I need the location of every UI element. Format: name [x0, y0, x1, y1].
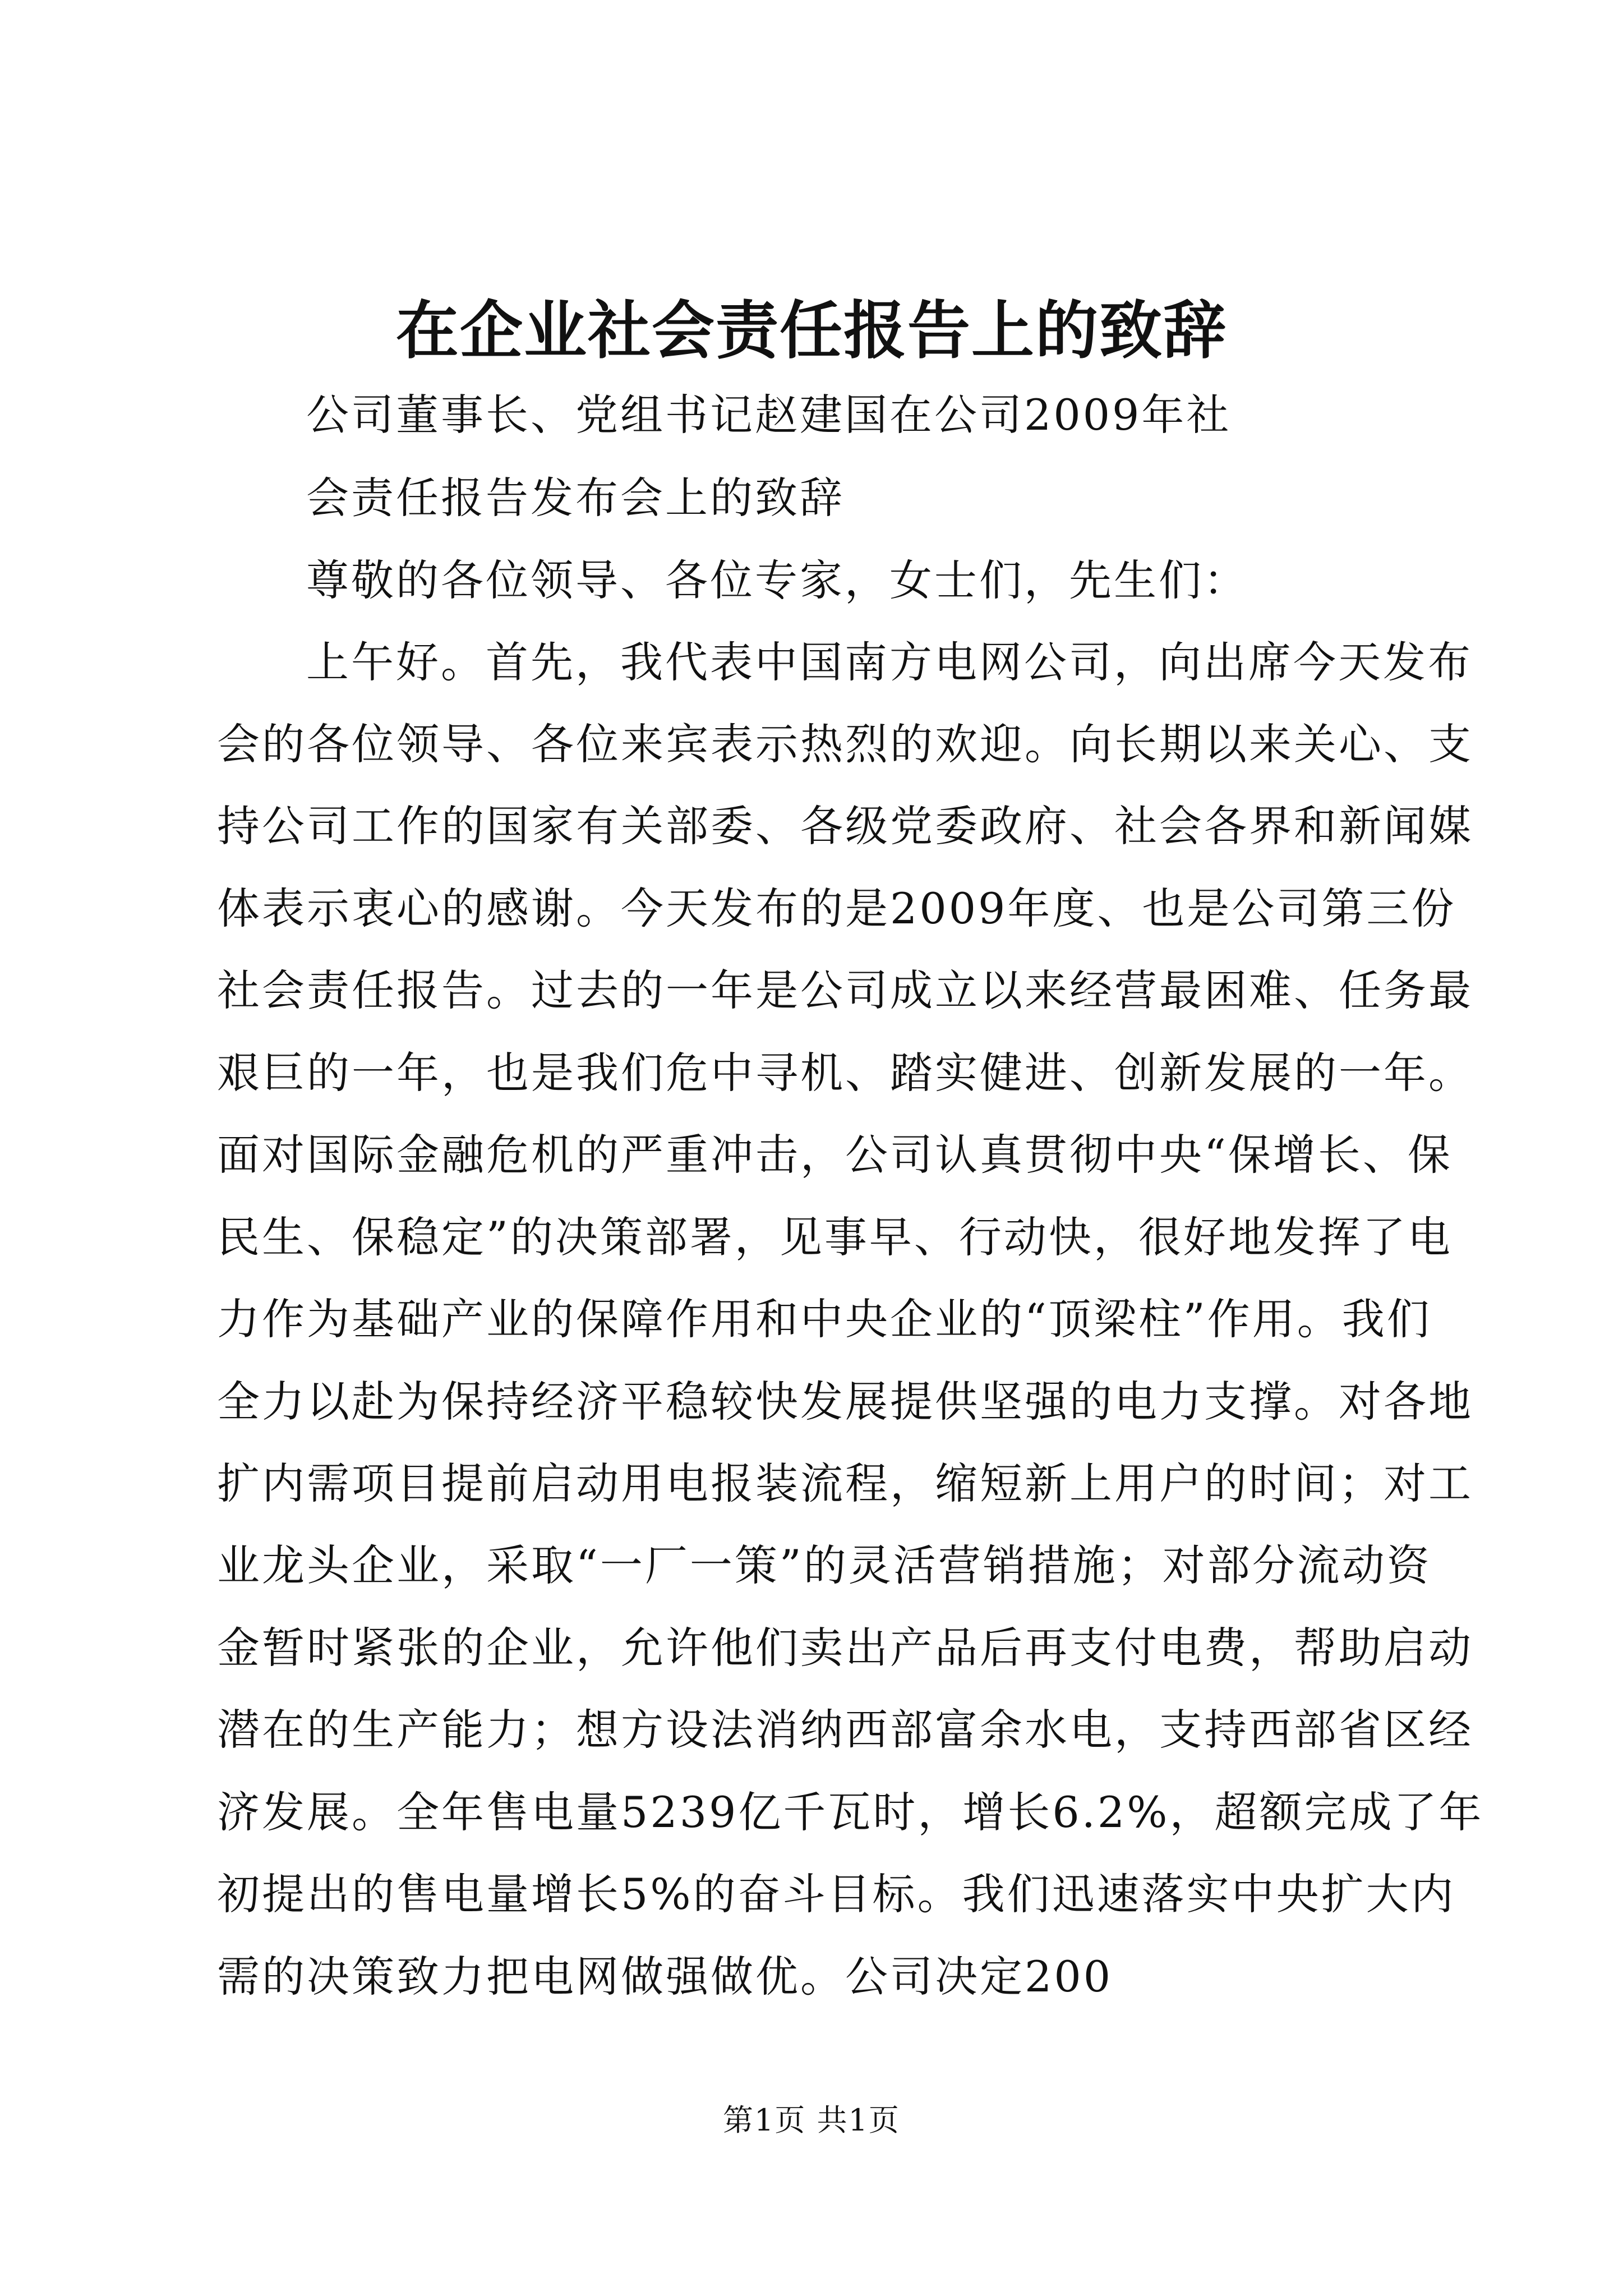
subtitle-line-2: 会责任报告发布会上的致辞	[306, 473, 845, 523]
body-line: 力作为基础产业的保障作用和中央企业的“顶梁柱”作用。我们	[217, 1294, 1432, 1344]
document-title: 在企业社会责任报告上的致辞	[396, 294, 1227, 367]
body-line: 社会责任报告。过去的一年是公司成立以来经营最困难、任务最	[217, 965, 1473, 1015]
body-line: 济发展。全年售电量5239亿千瓦时，增长6.2%，超额完成了年	[217, 1787, 1484, 1837]
body-line: 初提出的售电量增长5%的奋斗目标。我们迅速落实中央扩大内	[217, 1869, 1456, 1919]
body-line: 持公司工作的国家有关部委、各级党委政府、社会各界和新闻媒	[217, 801, 1473, 851]
body-line: 金暂时紧张的企业，允许他们卖出产品后再支付电费，帮助启动	[217, 1623, 1473, 1673]
body-line: 会的各位领导、各位来宾表示热烈的欢迎。向长期以来关心、支	[217, 719, 1473, 769]
page-footer: 第1页 共1页	[723, 2102, 900, 2138]
body-line: 面对国际金融危机的严重冲击，公司认真贯彻中央“保增长、保	[217, 1130, 1453, 1180]
body-line: 艰巨的一年，也是我们危中寻机、踏实健进、创新发展的一年。	[217, 1048, 1473, 1098]
body-line: 扩内需项目提前启动用电报装流程，缩短新上用户的时间；对工	[217, 1458, 1473, 1508]
salutation: 尊敬的各位领导、各位专家，女士们，先生们：	[306, 555, 1248, 605]
body-line: 民生、保稳定”的决策部署，见事早、行动快，很好地发挥了电	[217, 1212, 1453, 1262]
body-line: 潜在的生产能力；想方设法消纳西部富余水电，支持西部省区经	[217, 1705, 1473, 1755]
body-line: 上午好。首先，我代表中国南方电网公司，向出席今天发布	[306, 637, 1473, 687]
body-line: 业龙头企业，采取“一厂一策”的灵活营销措施；对部分流动资	[217, 1540, 1432, 1590]
subtitle-line-1: 公司董事长、党组书记赵建国在公司2009年社	[306, 390, 1232, 440]
body-line: 体表示衷心的感谢。今天发布的是2009年度、也是公司第三份	[217, 884, 1456, 933]
body-line: 需的决策致力把电网做强做优。公司决定200	[217, 1952, 1113, 2001]
body-line: 全力以赴为保持经济平稳较快发展提供坚强的电力支撑。对各地	[217, 1377, 1473, 1427]
